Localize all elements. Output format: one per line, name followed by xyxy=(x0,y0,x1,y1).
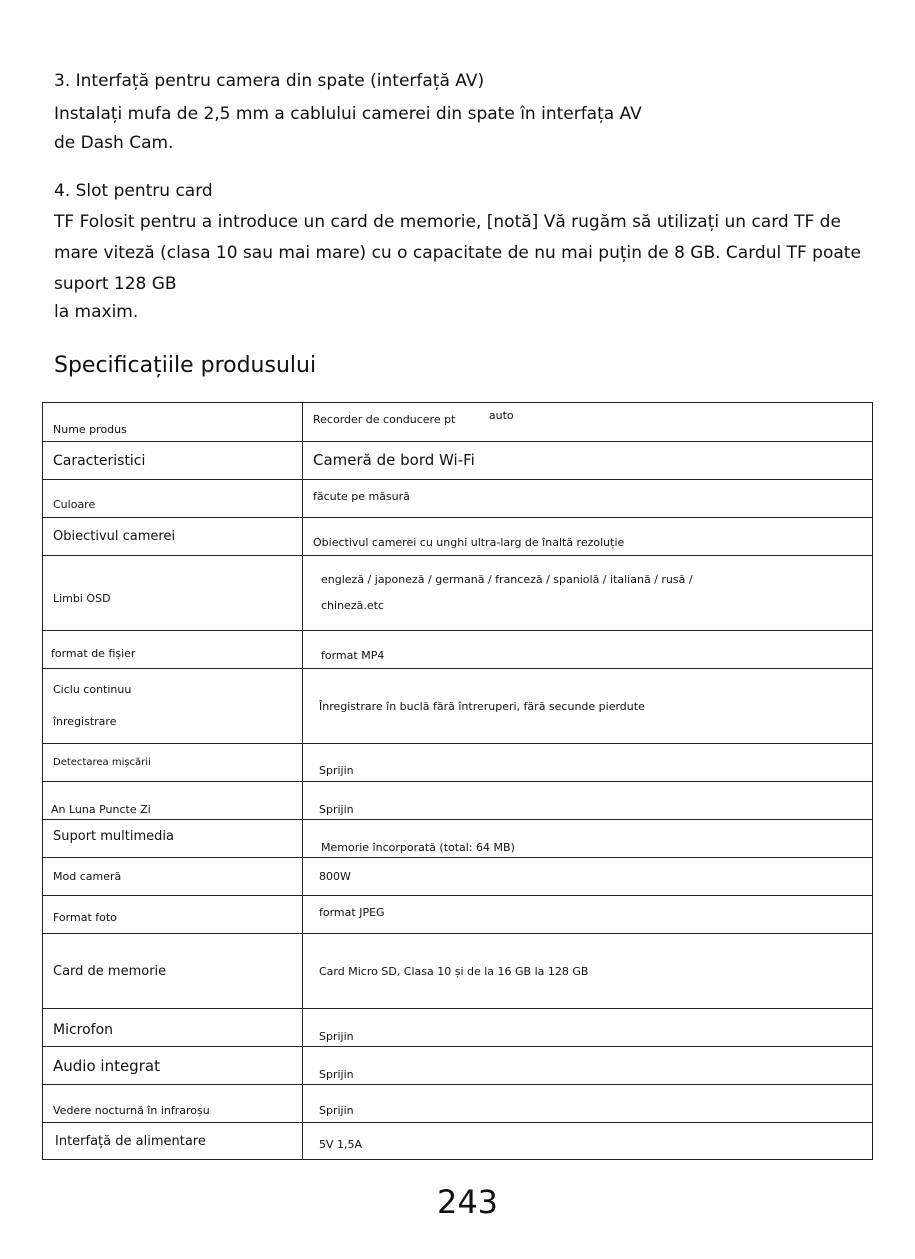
spec-label: Microfon xyxy=(43,1009,303,1047)
section-3-heading: 3. Interfață pentru camera din spate (interfață AV) xyxy=(54,71,485,91)
table-row xyxy=(43,631,873,669)
table-row xyxy=(43,858,873,896)
spec-label: format de fișier xyxy=(43,631,303,669)
table-row xyxy=(43,1047,873,1085)
spec-value: Obiectivul camerei cu unghi ultra-larg de înaltă rezoluție xyxy=(303,518,873,556)
section-4-line: mare viteză (clasa 10 sau mai mare) cu o capacitate de nu mai puțin de 8 GB. Cardul TF poate xyxy=(54,243,861,263)
spec-label: Obiectivul camerei xyxy=(43,518,303,556)
section-3-line: de Dash Cam. xyxy=(54,133,174,153)
spec-table xyxy=(42,402,873,1160)
table-row xyxy=(43,782,873,820)
table-row xyxy=(43,556,873,631)
section-4-line: TF Folosit pentru a introduce un card de memorie, [notă] Vă rugăm să utilizați un card TF de xyxy=(54,212,841,232)
spec-label: Vedere nocturnă în infraroșu xyxy=(43,1085,303,1123)
spec-value: Sprijin xyxy=(303,782,873,820)
section-4-heading: 4. Slot pentru card xyxy=(54,181,213,201)
table-row xyxy=(43,480,873,518)
spec-label: Suport multimedia xyxy=(43,820,303,858)
spec-value-line: chineză.etc xyxy=(321,599,384,612)
spec-value: Cameră de bord Wi-Fi xyxy=(303,442,873,480)
table-row xyxy=(43,1123,873,1160)
section-4-line: suport 128 GB xyxy=(54,274,177,294)
section-4-line: la maxim. xyxy=(54,302,139,322)
spec-value: Memorie încorporată (total: 64 MB) xyxy=(303,820,873,858)
spec-label xyxy=(43,669,303,744)
table-row xyxy=(43,403,873,442)
spec-value: Sprijin xyxy=(303,744,873,782)
spec-value: Sprijin xyxy=(303,1085,873,1123)
spec-title: Specificațiile produsului xyxy=(54,353,317,378)
spec-value: format JPEG xyxy=(303,896,873,934)
spec-value-line: engleză / japoneză / germană / franceză / spaniolă / italiană / rusă / xyxy=(321,573,693,586)
spec-value xyxy=(303,556,873,631)
spec-value-text: Recorder de conducere pt xyxy=(313,413,456,426)
spec-value: 800W xyxy=(303,858,873,896)
spec-label-line: Ciclu continuu xyxy=(53,683,132,696)
spec-label: Detectarea mișcării xyxy=(43,744,303,782)
spec-value: făcute pe măsură xyxy=(303,480,873,518)
spec-label: Mod cameră xyxy=(43,858,303,896)
table-row xyxy=(43,1009,873,1047)
spec-value-extra: auto xyxy=(488,409,514,422)
spec-value: Card Micro SD, Clasa 10 și de la 16 GB la 128 GB xyxy=(303,934,873,1009)
table-row xyxy=(43,518,873,556)
spec-value: Sprijin xyxy=(303,1047,873,1085)
spec-value: format MP4 xyxy=(303,631,873,669)
table-row xyxy=(43,744,873,782)
spec-value: Sprijin xyxy=(303,1009,873,1047)
spec-label: Interfață de alimentare xyxy=(43,1123,303,1160)
table-row xyxy=(43,442,873,480)
spec-label: Audio integrat xyxy=(43,1047,303,1085)
table-row xyxy=(43,934,873,1009)
spec-label: Caracteristici xyxy=(43,442,303,480)
spec-value: 5V 1,5A xyxy=(303,1123,873,1160)
spec-label: Card de memorie xyxy=(43,934,303,1009)
spec-value xyxy=(303,403,873,442)
table-row xyxy=(43,1085,873,1123)
section-3-line: Instalați mufa de 2,5 mm a cablului camerei din spate în interfața AV xyxy=(54,104,642,124)
table-row xyxy=(43,896,873,934)
spec-label: Nume produs xyxy=(43,403,303,442)
spec-label-line: înregistrare xyxy=(53,715,117,728)
page-number: 243 xyxy=(436,1183,499,1221)
spec-label: An Luna Puncte Zi xyxy=(43,782,303,820)
spec-label: Format foto xyxy=(43,896,303,934)
spec-label: Limbi OSD xyxy=(43,556,303,631)
spec-value: Înregistrare în buclă fără întreruperi, fără secunde pierdute xyxy=(303,669,873,744)
table-row xyxy=(43,669,873,744)
spec-label: Culoare xyxy=(43,480,303,518)
table-row xyxy=(43,820,873,858)
